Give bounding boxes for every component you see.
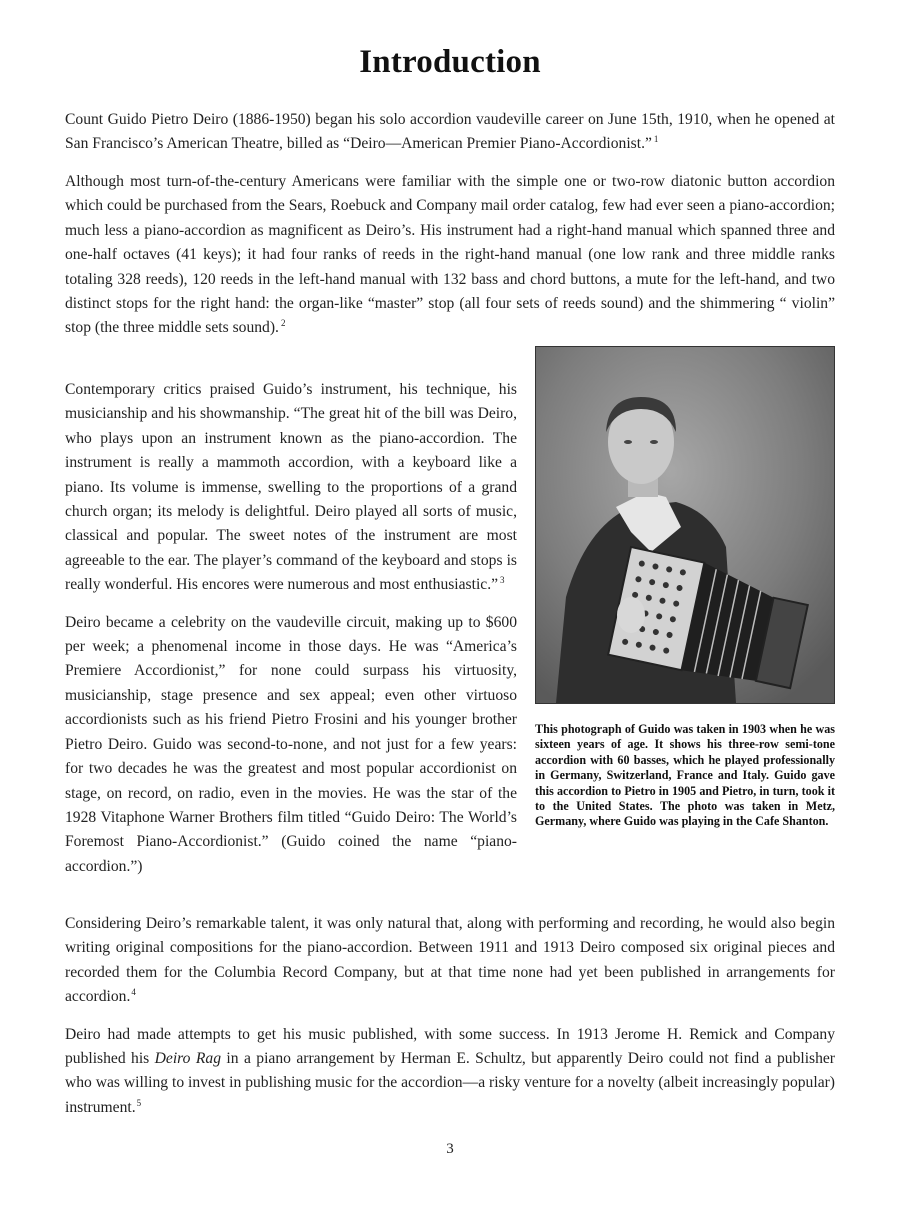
intro-paragraph-1 (65, 108, 835, 170)
title-deiro-rag: Deiro Rag (154, 1050, 222, 1068)
page-title: Introduction (359, 44, 541, 80)
paragraph-text: Contemporary critics praised Guido’s instrument, his technique, his musicianship and his showmanship. “The great hit of the bill was Deiro, who plays upon an instrument known as the piano-accordion. The instrument is really a mammoth accordion, with a keyboard like a piano. Its volume is immense, swelling to the proportions of a grand church organ; its melody is delightful. Deiro played all sorts of music, classical and popular. The sweet notes of the instrument are most agreeable to the ear. The player’s command of the keyboard and stops is really wonderful. His encores were numerous and most enthusiastic.” (65, 381, 517, 594)
figure (535, 342, 835, 830)
footnote-marker: 3 (500, 575, 505, 586)
figure-caption: This photograph of Guido was taken in 1903 when he was sixteen years of age. It shows his three-row semi-tone accordion with 60 basses, which he played professionally in Germany, Switzerland, France and Italy. Guido gave this accordion to Pietro in 1905 and Pietro, in turn, took it to the United States. The photo was taken in Metz, Germany, where Guido was playing in the Cafe Shanton. (535, 722, 835, 829)
footnote-marker: 4 (131, 987, 136, 998)
photo-illustration (536, 347, 834, 703)
paragraph-text: Deiro became a celebrity on the vaudeville circuit, making up to $600 per week; a phenomenal income in those days. He was “America’s Premiere Accordionist,” for none could surpass his virtuosity, musicianship, stage presence and sex appeal; even other virtuoso accordionists such as his friend Pietro Frosini and his younger brother Pietro Deiro. Guido was second-to-none, and not just for a few years: for two decades he was the greatest and most popular accordionist on stage, on record, on radio, even in the movies. He was the star of the 1928 Vitaphone Warner Brothers film titled “Guido Deiro: The World’s Foremost Piano-Accordionist.” (Guido coined the name “piano-accordion.”) (65, 613, 517, 875)
footnote-marker: 5 (136, 1097, 142, 1108)
guido-deiro-photo (535, 346, 835, 704)
page-number: 3 (446, 1141, 454, 1157)
footnote-marker: 1 (653, 134, 659, 145)
footnote-marker: 2 (280, 318, 286, 329)
paragraph-text: Although most turn-of-the-century Americans were familiar with the simple one or two-row diatonic button accordion which could be purchased from the Sears, Roebuck and Company mail order catalog, few had ever seen a piano-accordion; much less a piano-accordion as magnificent as Deiro’s. His instrument had a right-hand manual which spanned three and one-half octaves (41 keys); it had four ranks of reeds in the right-hand manual (one low rank and three middle ranks totaling 328 reeds), 120 reeds in the left-hand manual with 132 bass and chord buttons, a mute for the left-hand, and two distinct stops for the right hand: the organ-like “master” stop (all four sets of reeds sound) and the shimmering “ violin” stop (the three middle sets sound). (65, 173, 835, 337)
body-text-bottom (65, 912, 835, 1133)
paragraph-text: Considering Deiro’s remarkable talent, it was only natural that, along with performing and recording, he would also begin writing original compositions for the piano-accordion. Between 1911 and 1913 Deiro composed six original pieces and recorded them for the Columbia Record Company, but at that time none had yet been published in arrangements for accordion. (65, 915, 835, 1006)
body-text (65, 170, 835, 354)
paragraph-text: Count Guido Pietro Deiro (1886-1950) began his solo accordion vaudeville career on June 15th, 1910, when he opened at San Francisco’s American Theatre, billed as “Deiro—American Premier Piano-Accordionist.” (65, 111, 835, 153)
body-column-left (65, 378, 517, 892)
paragraph-text: in a piano arrangement by Herman E. Schultz, but apparently Deiro could not find a publisher who was willing to invest in publishing music for the accordion—a risky venture for a novelty (albeit increasingly popular) instrument. (65, 1050, 836, 1116)
paragraph-text: Deiro had made attempts to get his music published, with some success. In 1913 Jerome H. Remick and Company published his (65, 1025, 835, 1068)
